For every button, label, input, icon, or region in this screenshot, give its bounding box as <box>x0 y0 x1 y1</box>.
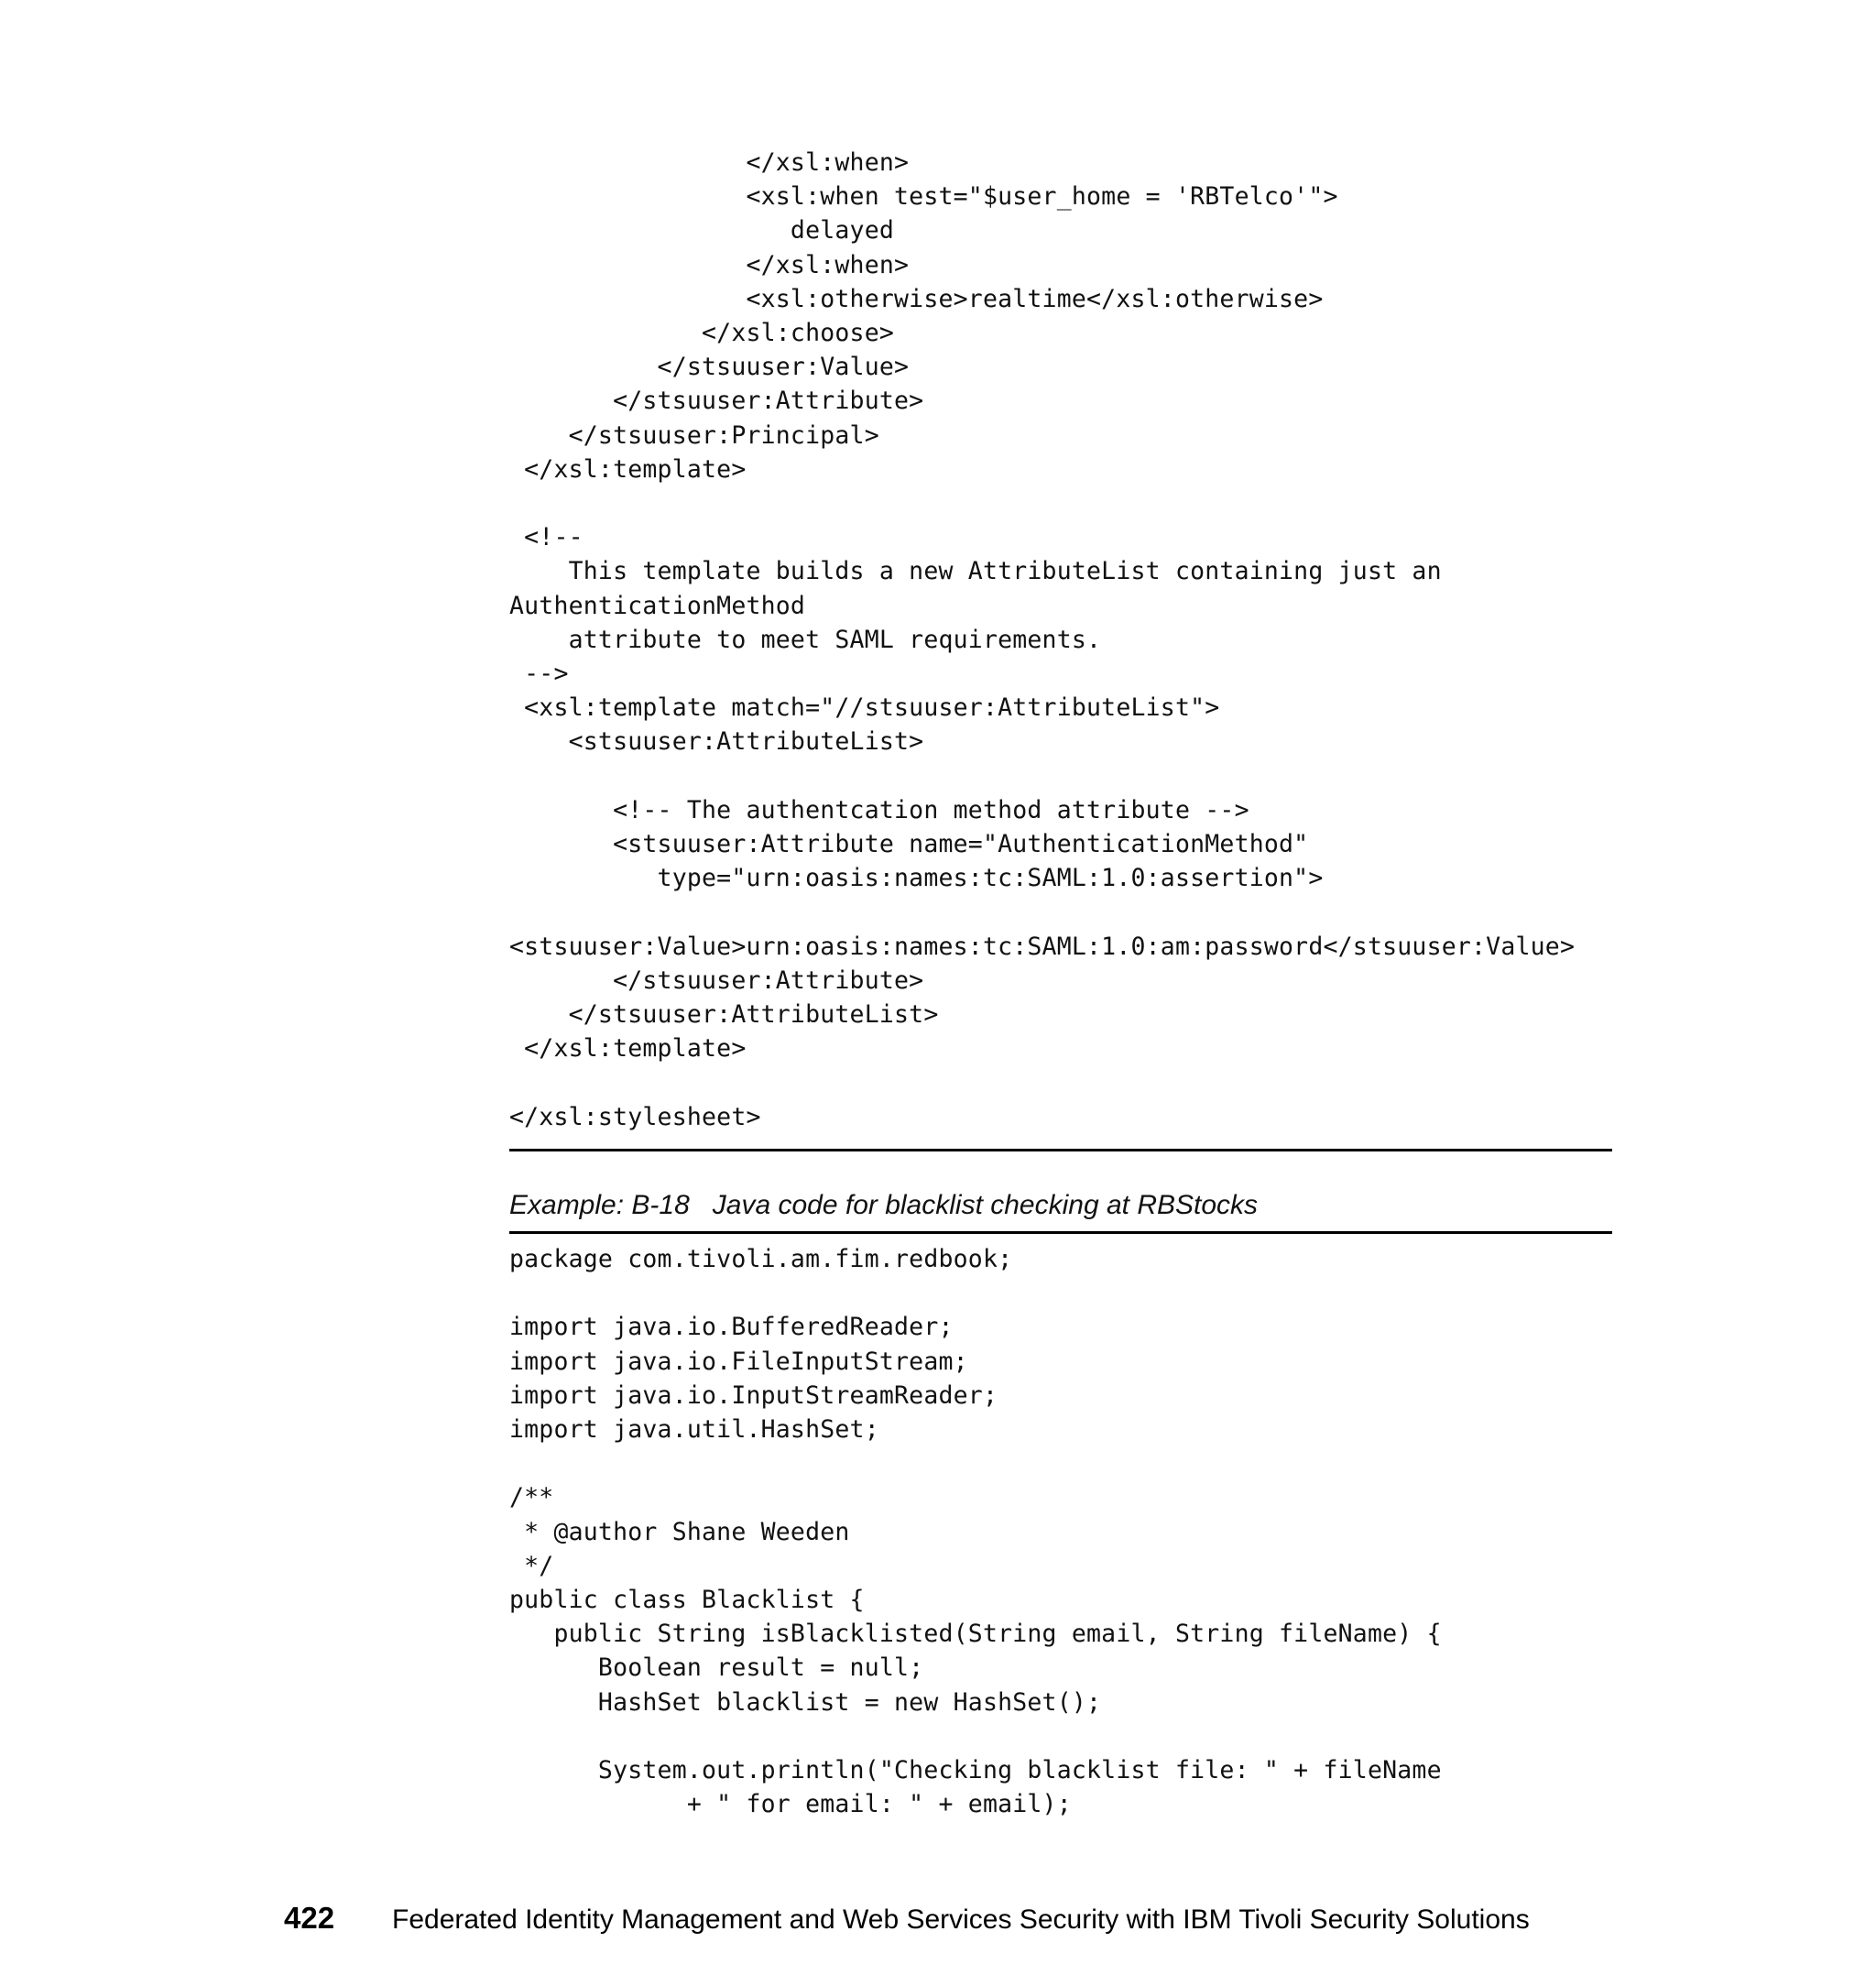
page-number: 422 <box>284 1901 335 1935</box>
example-caption: Example: B-18 Java code for blacklist checking at RBStocks <box>509 1190 1259 1220</box>
example-caption-rule <box>509 1231 1612 1234</box>
book-title-footer: Federated Identity Management and Web Services Security with IBM Tivoli Security Solutions <box>392 1904 1530 1935</box>
code-listing-xsl: </xsl:when> <xsl:when test="$user_home = 'RBTelco'"> delayed </xsl:when> <xsl:otherwise>realtime</xsl:otherwise> </xsl:choose> </stsuuser:Value> </stsuuser:Attribute> </stsuuser:Principal> </xsl:template> <!-- This template builds a new AttributeList containing just an AuthenticationMethod attribute to meet SAML requirements. --> <xsl:template match="//stsuuser:AttributeList"> <stsuuser:AttributeList> <!-- The authentcation method attribute --> <stsuuser:Attribute name="AuthenticationMethod" type="urn:oasis:names:tc:SAML:1.0:assertion"> <stsuuser:Value>urn:oasis:names:tc:SAML:1.0:am:password</stsuuser:Value> </stsuuser:Attribute> </stsuuser:AttributeList> </xsl:template> </xsl:stylesheet> <box>509 148 1576 1131</box>
example-top-rule <box>509 1149 1612 1151</box>
code-listing-java: package com.tivoli.am.fim.redbook; import java.io.BufferedReader; import java.io.FileInputStream; import java.io.InputStreamReader; import java.util.HashSet; /** * @author Shane Weeden */ public class Blacklist { public String isBlacklisted(String email, String fileName) { Boolean result = null; HashSet blacklist = new HashSet(); System.out.println("Checking blacklist file: " + fileName + " for email: " + email); <box>509 1245 1442 1819</box>
